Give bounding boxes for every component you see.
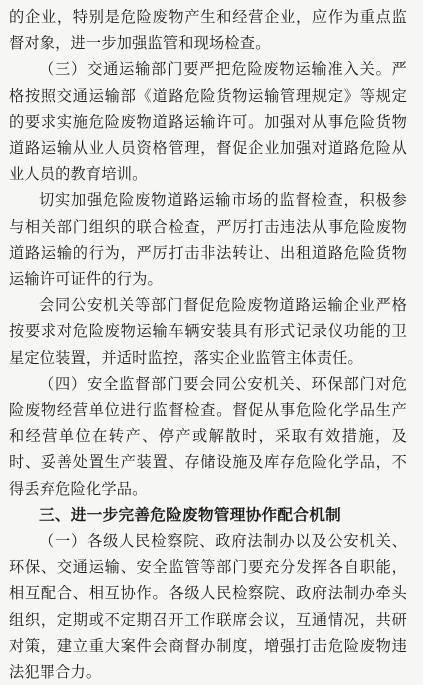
paragraph-gps-installation: 会同公安机关等部门督促危险废物道路运输企业严格按要求对危险废物运输车辆安装具有形式记录仪功能的卫星定位装置，并适时监控，落实企业监管主体责任。 <box>9 296 407 367</box>
paragraph-continuation: 的企业，特别是危险废物产生和经营企业，应作为重点监督对象，进一步加强监管和现场检查。 <box>9 8 407 53</box>
paragraph-market-inspection: 切实加强危险废物道路运输市场的监督检查，积极参与相关部门组织的联合检查，严厉打击违法从事危险废物道路运输的行为，严厉打击非法转让、出租道路危险货物运输许可证件的行为。 <box>9 191 407 289</box>
paragraph-safety-supervision: （四）安全监督部门要会同公安机关、环保部门对危险废物经营单位进行监督检查。督促从事危险化学品生产和经营单位在转产、停产或解散时，采取有效措施，及时、妥善处置生产装置、存储设施及库存危险化学品，不得丢弃危险化学品。 <box>9 374 407 498</box>
paragraph-procuratorate-coordination: （一）各级人民检察院、政府法制办以及公安机关、环保、交通运输、安全监管等部门要充分发挥各自职能，相互配合、相互协作。各级人民检察院、政府法制办牵头组织，定期或不定期召开工作联席会议，互通情况，共研对策，建立重大案件会商督办制度，增强打击危险废物违法犯罪合力。 <box>9 532 407 682</box>
paragraph-transport-department: （三）交通运输部门要严把危险废物运输准入关。严格按照交通运输部《道路危险货物运输管理规定》等规定的要求实施危险废物道路运输许可。加强对从事危险货物道路运输从业人员资格管理，督促企业加强对道路危险从业人员的教育培训。 <box>9 60 407 184</box>
section-heading-coordination: 三、进一步完善危险废物管理协作配合机制 <box>39 505 341 524</box>
